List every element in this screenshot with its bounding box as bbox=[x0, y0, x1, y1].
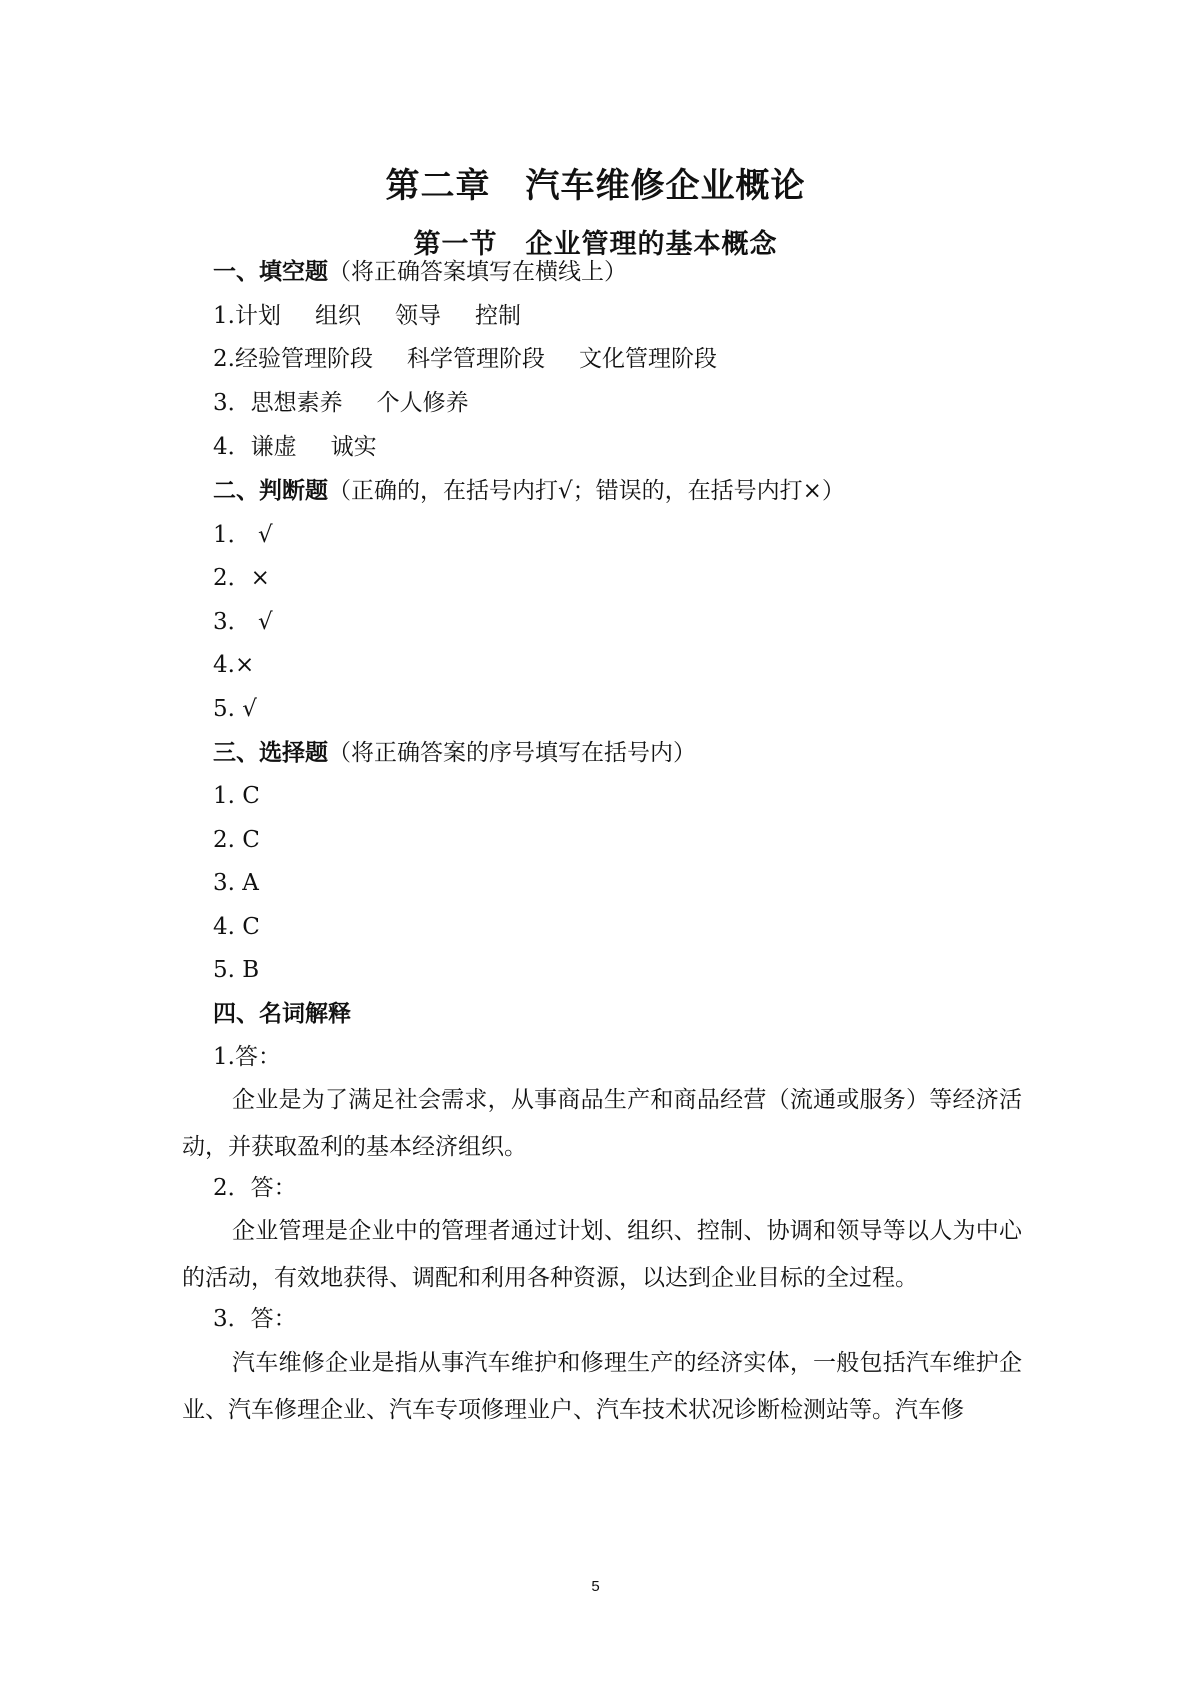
answer-part: 4．谦虚 bbox=[213, 434, 297, 460]
judge-answer-4: 4.× bbox=[213, 652, 255, 678]
answer-part: 1.计划 bbox=[213, 303, 281, 329]
fill-in-answer-1 bbox=[213, 301, 521, 331]
answer-part: 个人修养 bbox=[376, 390, 469, 416]
choice-answer-1: 1. C bbox=[213, 783, 260, 809]
term-3-text: 汽车维修企业是指从事汽车维护和修理生产的经济实体，一般包括汽车维护企业、汽车修理企业、汽车专项修理业户、汽车技术状况诊断检测站等。汽车修 bbox=[182, 1350, 1022, 1423]
choice-answer-2: 2. C bbox=[213, 827, 260, 853]
choice-heading: 三、选择题 bbox=[213, 739, 328, 766]
fill-in-answer-4 bbox=[213, 432, 377, 462]
judge-answer-5: 5. √ bbox=[213, 696, 257, 722]
choice-heading-line bbox=[213, 738, 696, 768]
choice-answer-4: 4. C bbox=[213, 914, 260, 940]
answer-part: 文化管理阶段 bbox=[578, 346, 717, 372]
answer-part: 领导 bbox=[394, 303, 441, 329]
term-3-label: 3．答： bbox=[213, 1306, 297, 1332]
choice-note: （将正确答案的序号填写在括号内） bbox=[328, 740, 696, 766]
section-title: 第一节 企业管理的基本概念 bbox=[413, 229, 778, 260]
chapter-title: 第二章 汽车维修企业概论 bbox=[385, 166, 806, 206]
judge-answer-1: 1． √ bbox=[213, 522, 273, 548]
answer-part: 2.经验管理阶段 bbox=[213, 346, 373, 372]
choice-answer-5: 5. B bbox=[213, 957, 260, 983]
page-number: 5 bbox=[591, 1578, 600, 1595]
fill-in-heading: 一、填空题 bbox=[213, 258, 328, 285]
judge-answer-2: 2．× bbox=[213, 565, 270, 591]
judge-heading: 二、判断题 bbox=[213, 477, 328, 504]
term-2-label: 2．答： bbox=[213, 1175, 297, 1201]
term-1-label: 1.答： bbox=[213, 1044, 281, 1070]
fill-in-answer-2 bbox=[213, 344, 717, 374]
judge-note: （正确的，在括号内打√；错误的，在括号内打×） bbox=[328, 478, 845, 504]
terms-heading: 四、名词解释 bbox=[213, 1000, 351, 1027]
term-2-text: 企业管理是企业中的管理者通过计划、组织、控制、协调和领导等以人为中心的活动，有效地获得、调配和利用各种资源，以达到企业目标的全过程。 bbox=[182, 1218, 1022, 1291]
answer-part: 组织 bbox=[314, 303, 361, 329]
fill-in-note: （将正确答案填写在横线上） bbox=[328, 259, 627, 285]
answer-part: 科学管理阶段 bbox=[406, 346, 545, 372]
answer-part: 3．思想素养 bbox=[213, 390, 343, 416]
fill-in-heading-line bbox=[213, 257, 627, 287]
term-1-text: 企业是为了满足社会需求，从事商品生产和商品经营（流通或服务）等经济活动，并获取盈利的基本经济组织。 bbox=[182, 1087, 1022, 1160]
answer-part: 控制 bbox=[474, 303, 521, 329]
choice-answer-3: 3. A bbox=[213, 870, 259, 896]
answer-part: 诚实 bbox=[330, 434, 377, 460]
judge-heading-line bbox=[213, 476, 845, 506]
judge-answer-3: 3． √ bbox=[213, 609, 273, 635]
fill-in-answer-3 bbox=[213, 388, 469, 418]
